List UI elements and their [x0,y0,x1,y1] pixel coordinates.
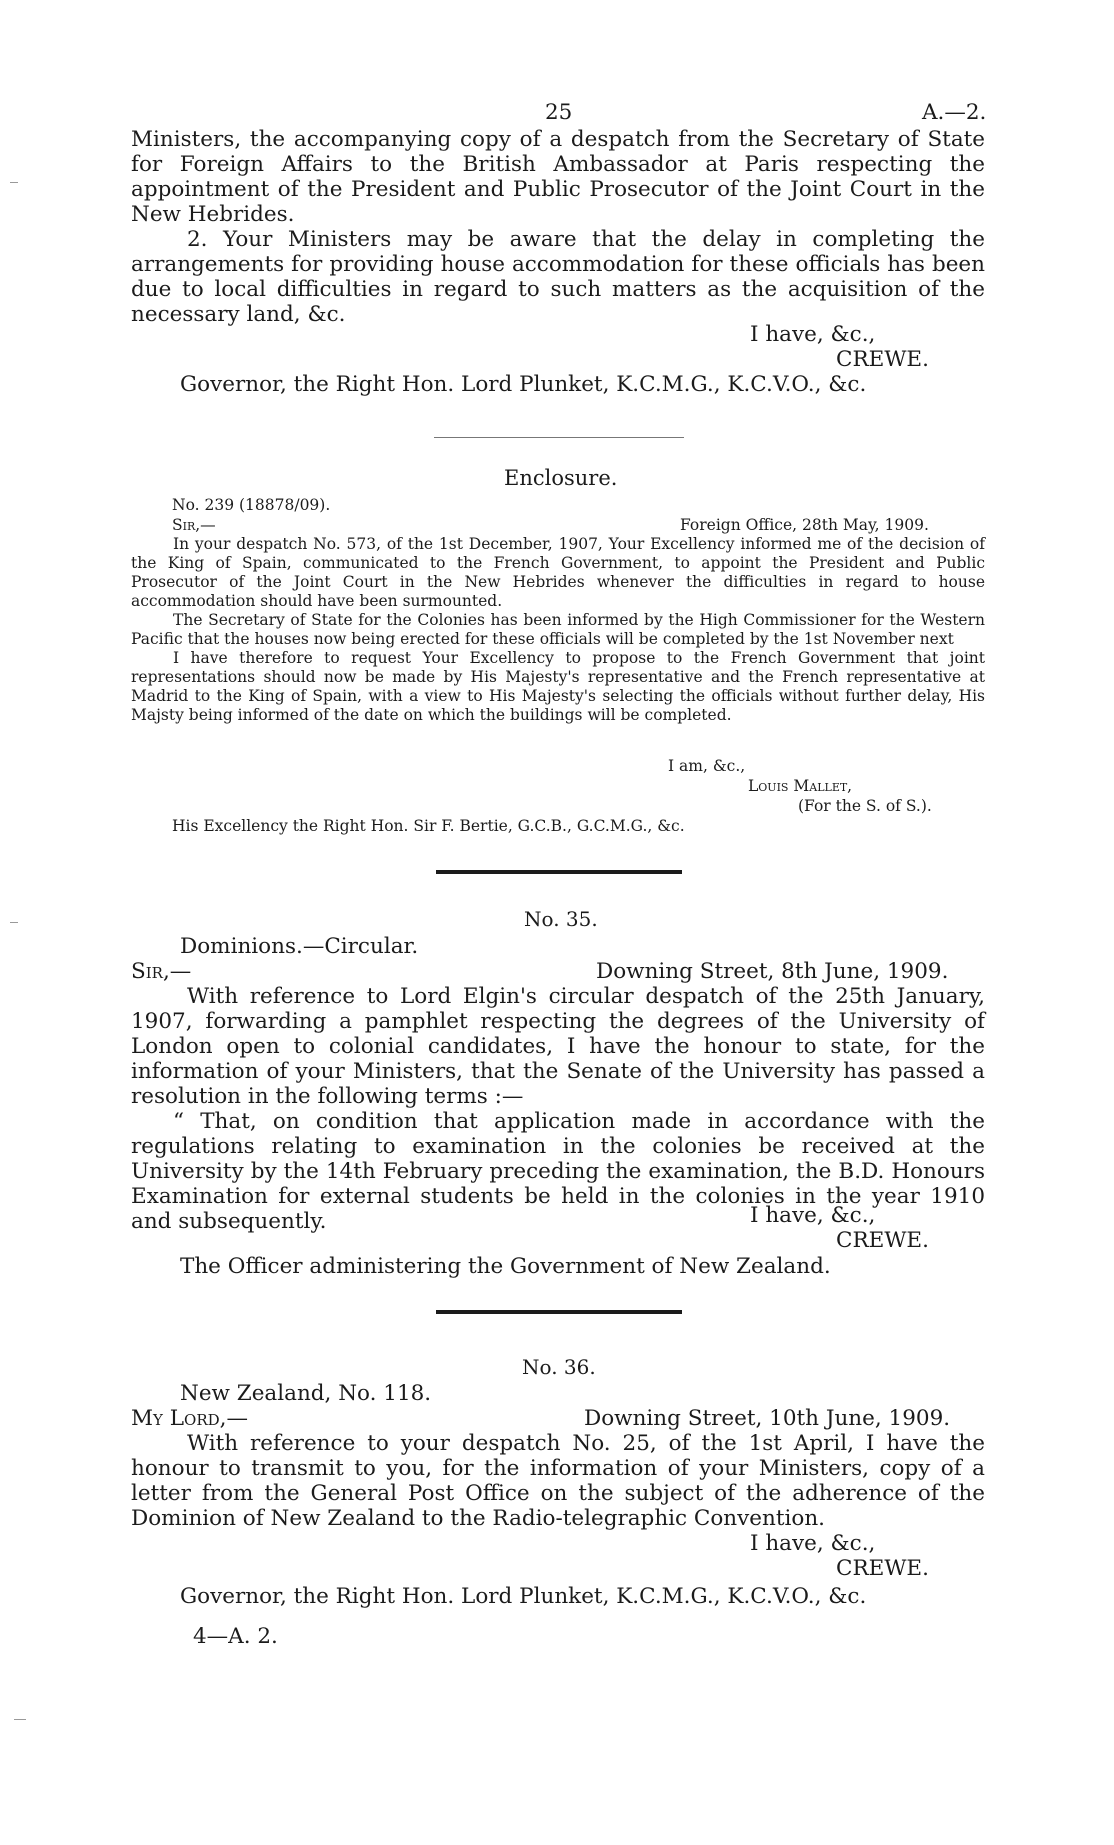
enclosure-signature-note: (For the S. of S.). [798,797,932,815]
scan-mark [10,922,18,923]
section-rule [436,1310,682,1314]
printer-signature-mark: 4—A. 2. [193,1624,278,1649]
despatch-35-heading: No. 35. [524,907,598,931]
scan-mark [14,1719,26,1720]
despatch-35-paragraph-1: With reference to Lord Elgin's circular despatch of the 25th January, 1907, forwarding a pamphlet respecting the degrees of the University of London open to colonial candidates, I have the honour to state, for the information of your Ministers, that the Senate of the University has passed a resolution in the following terms :— [131,984,985,1109]
despatch-36-addressee: Governor, the Right Hon. Lord Plunket, K.C.M.G., K.C.V.O., &c. [180,1584,867,1609]
letter-paragraph-1: Ministers, the accompanying copy of a despatch from the Secretary of State for Foreign Affairs to the British Ambassador at Paris respecting the appointment of the President and Public Prosecutor of the Joint Court in the New Hebrides. [131,127,985,227]
letter-paragraph-2: 2. Your Ministers may be aware that the delay in completing the arrangements for providing house accommodation for these officials has been due to local difficulties in regard to such matters as the acquisition of the necessary land, &c. [131,227,985,327]
scan-mark [10,182,18,183]
despatch-35-place-date: Downing Street, 8th June, 1909. [596,959,949,984]
enclosure-heading: Enclosure. [504,466,618,490]
despatch-36-body [131,1431,985,1531]
despatch-36-signature: CREWE. [836,1556,929,1581]
despatch-36-heading: No. 36. [522,1355,596,1379]
despatch-36-paragraph-1: With reference to your despatch No. 25, of the 1st April, I have the honour to transmit to you, for the information of your Ministers, copy of a letter from the General Post Office on the subject of the adherence of the Dominion of New Zealand to the Radio-telegraphic Convention. [131,1431,985,1531]
enclosure-paragraph-2: The Secretary of State for the Colonies has been informed by the High Commissioner for the Western Pacific that the houses now being erected for these officials will be completed by the 1st November next [131,611,985,648]
enclosure-closing: I am, &c., [668,757,746,775]
letter-closing: I have, &c., [750,322,876,347]
document-reference: A.—2. [922,100,987,125]
enclosure-signature: Louis Mallet, [748,777,853,795]
enclosure-addressee: His Excellency the Right Hon. Sir F. Bertie, G.C.B., G.C.M.G., &c. [172,817,685,835]
despatch-36-salutation: My Lord,— [131,1406,248,1431]
enclosure-number: No. 239 (18878/09). [172,496,331,514]
despatch-36-reference: New Zealand, No. 118. [180,1381,432,1406]
enclosure-paragraph-1: In your despatch No. 573, of the 1st December, 1907, Your Excellency informed me of the decision of the King of Spain, communicated to the French Government, to appoint the President and Public Prosecutor of the Joint Court in the New Hebrides whenever the difficulties in regard to house accommodation should have been surmounted. [131,535,985,610]
letter-addressee: Governor, the Right Hon. Lord Plunket, K.C.M.G., K.C.V.O., &c. [180,372,867,397]
letter-continued [131,127,985,327]
enclosure-salutation: Sir,— [172,516,216,534]
enclosure-place-date: Foreign Office, 28th May, 1909. [680,516,929,534]
enclosure-body [131,535,985,725]
section-rule [436,870,682,874]
despatch-36-place-date: Downing Street, 10th June, 1909. [584,1406,951,1431]
despatch-35-body [131,984,985,1234]
letter-signature: CREWE. [836,347,929,372]
despatch-35-closing: I have, &c., [750,1203,876,1228]
despatch-35-salutation: Sir,— [131,959,192,984]
despatch-35-circular: Dominions.—Circular. [180,934,419,959]
despatch-35-resolution: “ That, on condition that application made in accordance with the regulations relating to examination in the colonies be received at the University by the 14th February preceding the examination, the B.D. Honours Examination for external students be held in the colonies in the year 1910 and subsequently. [131,1109,985,1234]
despatch-36-closing: I have, &c., [750,1531,876,1556]
page-number: 25 [545,100,573,125]
enclosure-paragraph-3: I have therefore to request Your Excellency to propose to the French Government that joint representations should now be made by His Majesty's representative and the French representative at Madrid to the King of Spain, with a view to His Majesty's selecting the officials without further delay, His Majsty being informed of the date on which the buildings will be completed. [131,649,985,724]
section-divider [434,437,684,438]
despatch-35-signature: CREWE. [836,1228,929,1253]
despatch-35-addressee: The Officer administering the Government of New Zealand. [180,1254,831,1279]
